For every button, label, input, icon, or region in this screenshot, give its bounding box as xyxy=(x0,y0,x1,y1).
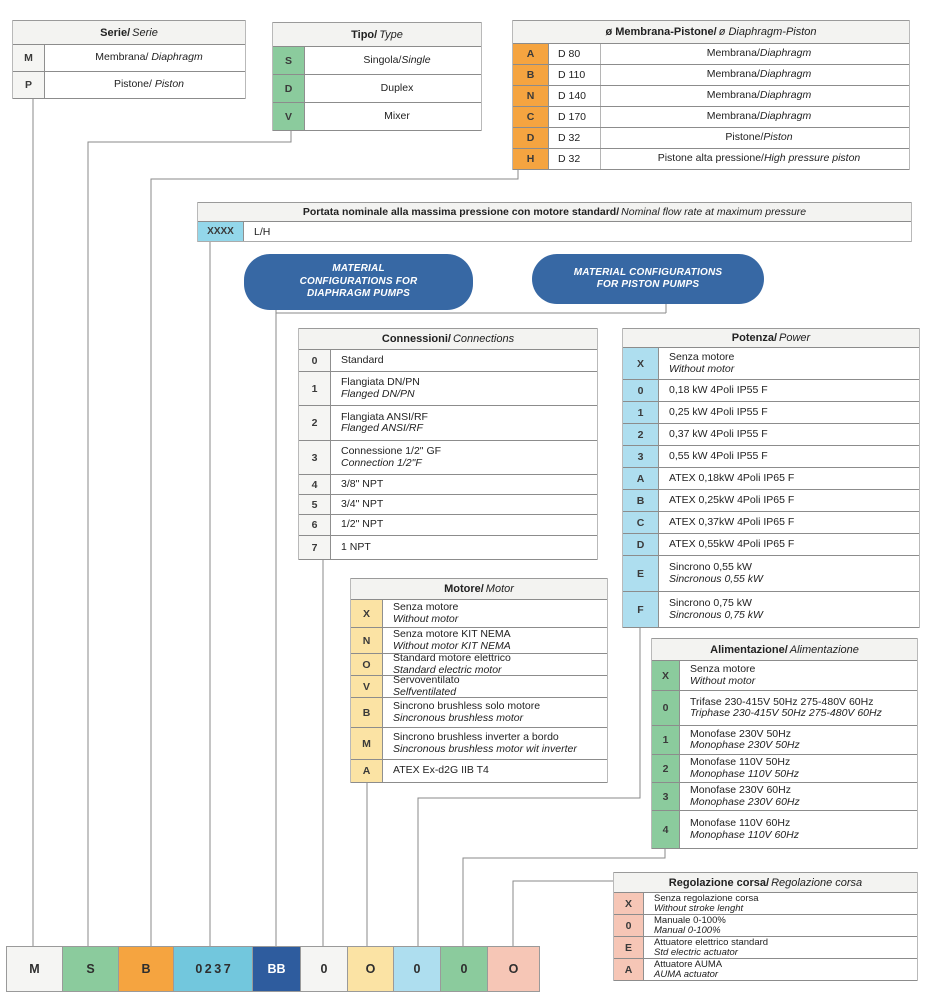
desc-cell xyxy=(659,446,919,467)
code-cell: 2 xyxy=(652,755,680,782)
desc-cell xyxy=(659,490,919,511)
code-cell: A xyxy=(614,959,644,980)
code-segment-potenza: 0 xyxy=(394,947,441,991)
regolazione-table xyxy=(613,872,918,981)
desc-cell xyxy=(331,475,597,494)
code-cell: B xyxy=(513,65,549,85)
size-cell: D 140 xyxy=(549,86,601,106)
desc-cell xyxy=(659,512,919,533)
desc-cell xyxy=(331,350,597,371)
desc-italian: Senza motore xyxy=(690,663,756,675)
code-cell: 1 xyxy=(652,726,680,754)
table-row xyxy=(652,755,917,783)
table-row xyxy=(513,86,909,107)
code-cell: D xyxy=(273,75,305,102)
desc-italian: 3/8" NPT xyxy=(341,477,384,490)
table-row xyxy=(614,915,917,937)
header-italian: ø Membrana-Pistone/ xyxy=(605,26,717,38)
diametro-header xyxy=(513,20,909,44)
header-english: Motor xyxy=(485,583,514,595)
code-cell: A xyxy=(623,468,659,489)
code-segment-tipo: S xyxy=(63,947,119,991)
alimentazione-header xyxy=(652,638,917,661)
code-cell: O xyxy=(351,654,383,675)
code-segment-alimentazione: 0 xyxy=(441,947,488,991)
code-cell: 1 xyxy=(299,372,331,405)
header-italian: Alimentazione/ xyxy=(710,643,788,656)
desc-english: Piston xyxy=(763,131,793,144)
code-cell: 0 xyxy=(652,691,680,725)
desc-italian: ATEX 0,25kW 4Poli IP65 F xyxy=(669,493,795,506)
code-cell: 3 xyxy=(652,783,680,810)
desc-cell xyxy=(331,372,597,405)
desc-italian: 1 NPT xyxy=(341,540,371,553)
desc-english: Monophase 230V 60Hz xyxy=(690,795,800,808)
desc-cell xyxy=(680,726,917,754)
header-english: Alimentazione xyxy=(789,643,859,656)
code-segment-material: BB xyxy=(253,947,301,991)
table-row xyxy=(623,402,919,424)
table-row xyxy=(299,372,597,406)
desc-cell xyxy=(680,783,917,810)
desc-italian: ATEX 0,55kW 4Poli IP65 F xyxy=(669,537,795,550)
desc-english: Monophase 230V 50Hz xyxy=(690,739,800,751)
code-cell: X xyxy=(351,600,383,627)
code-cell: XXXX xyxy=(198,222,244,241)
header-italian: Tipo/ xyxy=(351,28,378,41)
desc-italian: Membrana/ xyxy=(706,110,760,123)
table-row xyxy=(299,536,597,560)
desc-cell xyxy=(601,65,909,85)
header-italian: Portata nominale alla massima pressione con motore standard/ xyxy=(302,206,620,218)
potenza-header xyxy=(623,328,919,348)
desc-english: High pressure piston xyxy=(763,152,861,165)
desc-cell xyxy=(644,915,917,936)
size-cell: D 110 xyxy=(549,65,601,85)
desc-english: Sincronous brushless motor xyxy=(393,711,524,724)
code-cell: S xyxy=(273,47,305,74)
diametro-table xyxy=(512,20,910,170)
table-row xyxy=(299,441,597,475)
material-box-diaphragm: MATERIAL CONFIGURATIONS FOR DIAPHRAGM PUMPS xyxy=(244,254,473,310)
desc-cell xyxy=(659,534,919,555)
table-row xyxy=(299,515,597,536)
desc-english: Standard electric motor xyxy=(393,663,502,676)
desc-english: Sincronous brushless motor wit inverter xyxy=(393,742,577,755)
desc-italian: Pistone/ xyxy=(725,131,764,144)
size-cell: D 170 xyxy=(549,107,601,127)
portata-header xyxy=(198,202,911,222)
desc-italian: Sincrono 0,55 kW xyxy=(669,561,752,573)
table-row xyxy=(513,128,909,149)
desc-english: Flanged ANSI/RF xyxy=(341,422,423,434)
desc-italian: Pistone alta pressione/ xyxy=(657,152,764,165)
desc-italian: Membrana/ xyxy=(706,89,760,102)
desc-english: Diaphragm xyxy=(759,89,812,102)
serie-table xyxy=(12,20,246,99)
unit-cell: L/H xyxy=(254,225,271,238)
desc-english: Without stroke lenght xyxy=(654,902,744,914)
table-row xyxy=(614,893,917,915)
desc-english: Sincronous 0,55 kW xyxy=(669,572,763,585)
table-row xyxy=(273,75,481,103)
code-cell: 0 xyxy=(614,915,644,936)
desc-cell xyxy=(305,47,481,74)
code-segment-portata: 0237 xyxy=(174,947,253,991)
desc-english: Without motor xyxy=(393,612,459,625)
desc-italian: Monofase 230V 60Hz xyxy=(690,784,791,796)
desc-cell xyxy=(680,691,917,725)
desc-italian: Senza motore KIT NEMA xyxy=(393,628,511,640)
desc-italian: Membrana/ xyxy=(706,68,760,81)
desc-italian: Trifase 230-415V 50Hz 275-480V 60Hz xyxy=(690,695,874,708)
desc-italian: 1/2" NPT xyxy=(341,518,384,531)
desc-cell xyxy=(331,406,597,440)
desc-english: Flanged DN/PN xyxy=(341,387,415,400)
desc-italian: Servoventilato xyxy=(393,676,460,686)
table-row xyxy=(623,534,919,556)
code-cell: B xyxy=(623,490,659,511)
desc-cell xyxy=(659,592,919,627)
desc-italian: Senza motore xyxy=(393,601,459,613)
desc-cell xyxy=(601,149,909,169)
regolazione-header xyxy=(614,872,917,893)
code-cell: H xyxy=(513,149,549,169)
code-cell: 2 xyxy=(623,424,659,445)
code-cell: E xyxy=(614,937,644,958)
desc-cell xyxy=(644,959,917,980)
table-row xyxy=(623,424,919,446)
desc-italian: Pistone/ xyxy=(113,78,155,91)
desc-italian: Duplex xyxy=(380,81,414,94)
header-italian: Regolazione corsa/ xyxy=(668,876,770,889)
desc-italian: Monofase 110V 60Hz xyxy=(690,817,791,829)
desc-cell xyxy=(383,600,607,627)
code-cell: 1 xyxy=(623,402,659,423)
code-cell: 4 xyxy=(652,811,680,848)
size-cell: D 32 xyxy=(549,149,601,169)
code-cell: A xyxy=(513,44,549,64)
size-cell: D 80 xyxy=(549,44,601,64)
code-cell: 5 xyxy=(299,495,331,514)
desc-english: Without motor xyxy=(690,674,756,687)
code-cell: D xyxy=(513,128,549,148)
code-cell: E xyxy=(623,556,659,591)
table-row xyxy=(299,475,597,495)
motore-header xyxy=(351,578,607,600)
motore-table xyxy=(350,578,608,783)
desc-english: Triphase 230-415V 50Hz 275-480V 60Hz xyxy=(690,707,882,719)
desc-cell xyxy=(680,811,917,848)
desc-italian: Sincrono 0,75 kW xyxy=(669,597,752,609)
code-cell: 7 xyxy=(299,536,331,559)
desc-english: Sincronous 0,75 kW xyxy=(669,608,763,621)
table-row xyxy=(13,72,245,99)
desc-english: Std electric actuator xyxy=(654,946,738,958)
table-row xyxy=(351,654,607,676)
portata-row xyxy=(198,222,911,242)
code-cell: X xyxy=(652,661,680,690)
desc-italian: 3/4" NPT xyxy=(341,497,384,510)
desc-italian: Sincrono brushless inverter a bordo xyxy=(393,731,559,743)
desc-cell xyxy=(331,536,597,559)
code-cell: P xyxy=(13,72,45,98)
code-segment-connessioni: 0 xyxy=(301,947,348,991)
table-row xyxy=(351,600,607,628)
table-row xyxy=(623,446,919,468)
code-cell: F xyxy=(623,592,659,627)
desc-italian: Membrana/ xyxy=(95,51,152,64)
desc-italian: 0,25 kW 4Poli IP55 F xyxy=(669,405,768,418)
desc-cell xyxy=(331,495,597,514)
desc-cell xyxy=(659,468,919,489)
code-cell: 0 xyxy=(299,350,331,371)
desc-english: Diaphragm xyxy=(759,68,812,81)
desc-cell xyxy=(659,402,919,423)
code-cell: V xyxy=(273,103,305,130)
desc-english: Diaphragm xyxy=(759,110,812,123)
table-row xyxy=(299,495,597,515)
desc-cell xyxy=(659,556,919,591)
table-row xyxy=(513,44,909,65)
table-row xyxy=(299,350,597,372)
desc-cell xyxy=(644,937,917,958)
table-row xyxy=(351,698,607,728)
desc-english: Piston xyxy=(154,78,185,91)
header-italian: Connessioni/ xyxy=(381,333,451,345)
code-cell: M xyxy=(13,45,45,71)
header-english: Regolazione corsa xyxy=(771,876,863,889)
desc-english: Diaphragm xyxy=(151,51,203,64)
desc-english: Monophase 110V 50Hz xyxy=(690,767,799,780)
header-italian: Motore/ xyxy=(444,583,484,595)
desc-italian: Attuatore AUMA xyxy=(654,959,723,970)
desc-italian: 0,18 kW 4Poli IP55 F xyxy=(669,383,768,396)
header-english: ø Diaphragm-Piston xyxy=(718,26,817,38)
code-cell: C xyxy=(513,107,549,127)
desc-italian: Membrana/ xyxy=(706,47,760,60)
potenza-table xyxy=(622,328,920,628)
desc-cell xyxy=(659,380,919,401)
table-row xyxy=(623,468,919,490)
code-cell: 6 xyxy=(299,515,331,535)
header-italian: Serie/ xyxy=(100,26,131,39)
table-row xyxy=(351,728,607,760)
desc-cell xyxy=(45,45,245,71)
model-code-row xyxy=(6,946,540,992)
connessioni-table xyxy=(298,328,598,560)
desc-italian: ATEX Ex-d2G IIB T4 xyxy=(393,764,489,777)
code-cell: 4 xyxy=(299,475,331,494)
desc-cell xyxy=(331,441,597,474)
code-segment-diametro: B xyxy=(119,947,174,991)
code-cell: 3 xyxy=(299,441,331,474)
table-row xyxy=(351,628,607,654)
table-row xyxy=(13,45,245,72)
header-english: Type xyxy=(379,28,403,41)
table-row xyxy=(513,107,909,128)
desc-english: Without motor xyxy=(669,362,735,375)
connessioni-header xyxy=(299,328,597,350)
table-row xyxy=(273,103,481,131)
desc-italian: Mixer xyxy=(384,109,410,122)
desc-italian: Senza regolazione corsa xyxy=(654,893,759,904)
code-cell: X xyxy=(614,893,644,914)
table-row xyxy=(614,937,917,959)
table-row xyxy=(351,676,607,698)
portata-table xyxy=(197,202,912,242)
table-row xyxy=(623,592,919,628)
code-cell: 0 xyxy=(623,380,659,401)
desc-english: Without motor KIT NEMA xyxy=(393,639,511,652)
header-english: Power xyxy=(779,332,811,344)
desc-cell xyxy=(601,128,909,148)
header-english: Nominal flow rate at maximum pressure xyxy=(621,206,807,218)
desc-italian: Manuale 0-100% xyxy=(654,915,726,926)
desc-italian: ATEX 0,18kW 4Poli IP65 F xyxy=(669,471,795,484)
table-row xyxy=(652,726,917,755)
alimentazione-table xyxy=(651,638,918,849)
code-cell: B xyxy=(351,698,383,727)
header-english: Connections xyxy=(452,333,515,345)
connector-tipo xyxy=(88,131,291,946)
table-row xyxy=(652,661,917,691)
connector-regolazione xyxy=(513,881,613,946)
desc-english: Connection 1/2"F xyxy=(341,456,422,469)
desc-cell xyxy=(383,760,607,782)
desc-cell xyxy=(659,424,919,445)
tipo-table xyxy=(272,22,482,131)
desc-cell xyxy=(383,698,607,727)
code-cell: D xyxy=(623,534,659,555)
desc-cell xyxy=(601,44,909,64)
header-english: Serie xyxy=(132,26,158,39)
code-cell: 3 xyxy=(623,446,659,467)
desc-italian: Monofase 110V 50Hz xyxy=(690,756,791,768)
desc-italian: Singola/ xyxy=(363,53,402,66)
desc-cell xyxy=(659,348,919,379)
desc-italian: Monofase 230V 50Hz xyxy=(690,727,791,740)
code-cell: C xyxy=(623,512,659,533)
table-row xyxy=(652,783,917,811)
table-row xyxy=(623,348,919,380)
desc-italian: Connessione 1/2" GF xyxy=(341,445,442,457)
desc-italian: Flangiata DN/PN xyxy=(341,376,420,388)
desc-cell xyxy=(45,72,245,98)
desc-italian: Attuatore elettrico standard xyxy=(654,937,769,948)
code-cell: M xyxy=(351,728,383,759)
table-row xyxy=(623,380,919,402)
table-row xyxy=(623,512,919,534)
desc-english: Diaphragm xyxy=(759,47,812,60)
code-cell: N xyxy=(351,628,383,653)
table-row xyxy=(614,959,917,981)
desc-cell xyxy=(383,654,607,675)
table-row xyxy=(513,149,909,170)
desc-cell xyxy=(680,755,917,782)
material-box-piston: MATERIAL CONFIGURATIONS FOR PISTON PUMPS xyxy=(532,254,764,304)
code-segment-motore: O xyxy=(348,947,394,991)
desc-cell xyxy=(305,103,481,130)
desc-english: Monophase 110V 60Hz xyxy=(690,828,799,841)
desc-italian: 0,37 kW 4Poli IP55 F xyxy=(669,427,768,440)
desc-italian: Sincrono brushless solo motore xyxy=(393,700,541,712)
table-row xyxy=(623,490,919,512)
desc-italian: Standard xyxy=(341,353,384,366)
desc-cell xyxy=(601,86,909,106)
desc-cell xyxy=(305,75,481,102)
desc-english: AUMA actuator xyxy=(654,968,719,980)
size-cell: D 32 xyxy=(549,128,601,148)
code-cell: 2 xyxy=(299,406,331,440)
desc-italian: ATEX 0,37kW 4Poli IP65 F xyxy=(669,515,795,528)
desc-cell xyxy=(383,728,607,759)
desc-italian: Standard motore elettrico xyxy=(393,654,511,664)
code-segment-regolazione: O xyxy=(488,947,539,991)
desc-italian: Senza motore xyxy=(669,351,735,363)
table-row xyxy=(513,65,909,86)
desc-english: Single xyxy=(401,53,431,66)
code-cell: V xyxy=(351,676,383,697)
table-row xyxy=(652,811,917,849)
desc-cell xyxy=(383,628,607,653)
desc-cell xyxy=(680,661,917,690)
desc-italian: Flangiata ANSI/RF xyxy=(341,410,428,423)
serie-header xyxy=(13,20,245,45)
header-italian: Potenza/ xyxy=(731,332,778,344)
desc-italian: 0,55 kW 4Poli IP55 F xyxy=(669,449,768,462)
desc-cell xyxy=(601,107,909,127)
code-cell: X xyxy=(623,348,659,379)
table-row xyxy=(273,47,481,75)
desc-cell xyxy=(644,893,917,914)
table-row xyxy=(299,406,597,441)
desc-english: Selfventilated xyxy=(393,685,457,698)
table-row xyxy=(623,556,919,592)
table-row xyxy=(652,691,917,726)
desc-english: Manual 0-100% xyxy=(654,924,721,936)
table-row xyxy=(351,760,607,783)
tipo-header xyxy=(273,22,481,47)
desc-cell xyxy=(383,676,607,697)
desc-cell xyxy=(331,515,597,535)
code-cell: N xyxy=(513,86,549,106)
code-cell: A xyxy=(351,760,383,782)
code-segment-serie: M xyxy=(7,947,63,991)
